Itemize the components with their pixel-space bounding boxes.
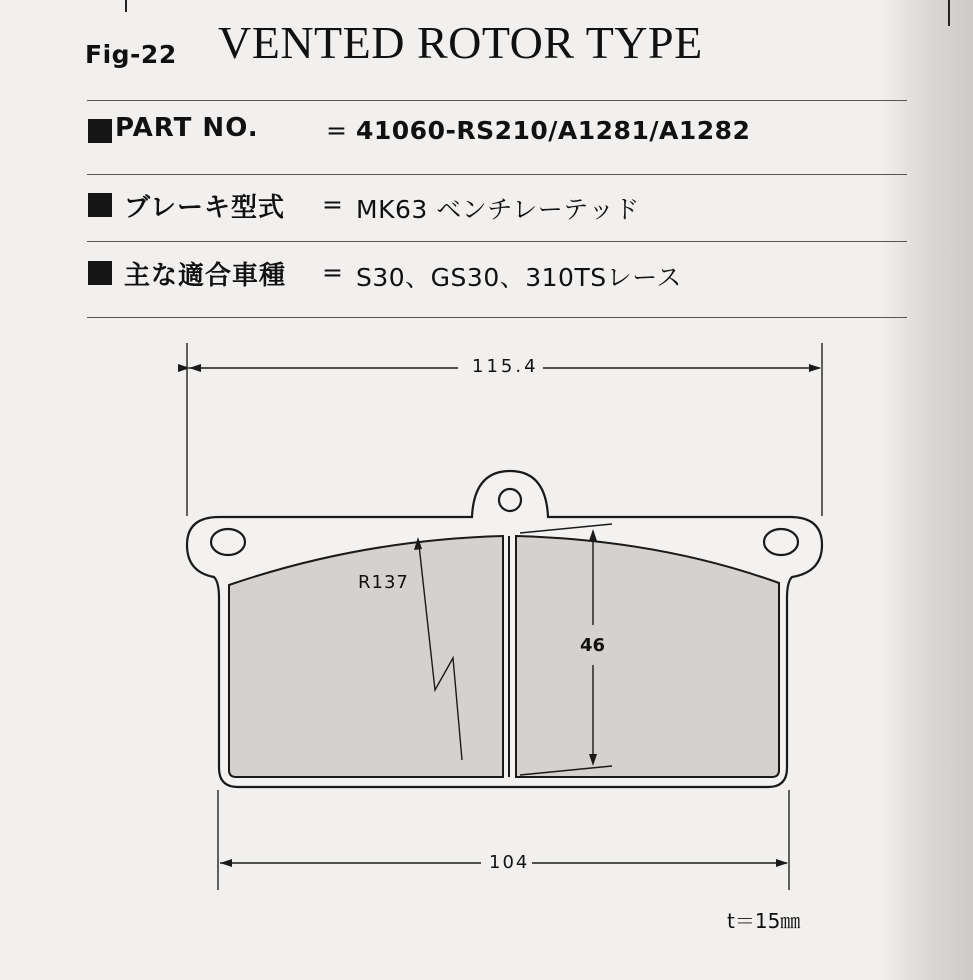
spec-equals: =	[322, 190, 343, 219]
spec-label: 主な適合車種	[124, 261, 287, 291]
spec-label: ブレーキ型式	[124, 193, 285, 223]
dimension-label-height: 46	[580, 635, 606, 656]
spec-value: 41060-RS210/A1281/A1282	[356, 116, 751, 145]
center-tab-hole	[499, 489, 521, 511]
thickness-note: t＝15㎜	[727, 909, 801, 933]
spec-equals: =	[326, 116, 347, 145]
dimension-label-lining-width: 104	[486, 852, 532, 873]
dimension-label-radius: R137	[358, 572, 409, 593]
mounting-hole-left	[211, 529, 245, 555]
spec-value: MK63 ベンチレーテッド	[356, 195, 640, 224]
figure-title: VENTED ROTOR TYPE	[218, 17, 703, 68]
spec-value: S30、GS30、310TSレース	[356, 263, 682, 292]
figure-number: Fig-22	[85, 40, 177, 69]
mounting-hole-right	[764, 529, 798, 555]
spec-label: PART NO.	[115, 113, 259, 143]
spec-equals: =	[322, 258, 343, 287]
dimension-label-overall-width: 115.4	[468, 356, 543, 377]
friction-lining-right	[516, 536, 779, 777]
